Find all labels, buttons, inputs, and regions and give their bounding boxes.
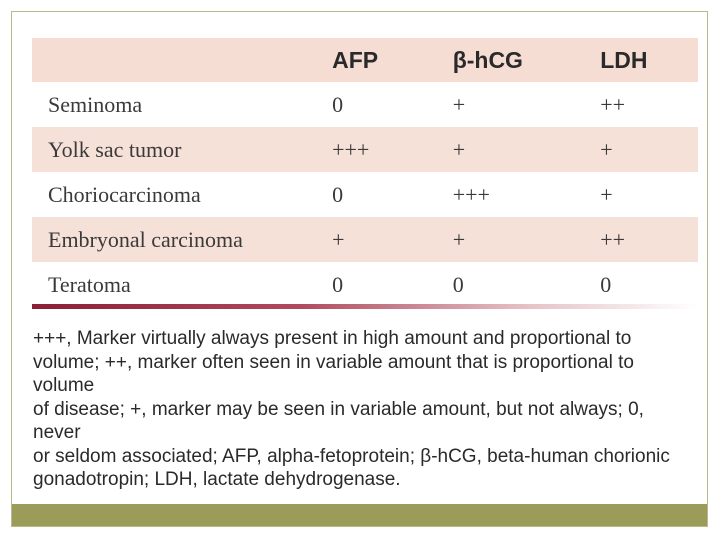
- ldh-value: +: [600, 181, 613, 207]
- table-row: [32, 217, 698, 262]
- ldh-value: ++: [600, 217, 698, 262]
- afp-value: 0: [332, 91, 344, 117]
- hcg-value: +: [453, 217, 601, 262]
- tumor-marker-table: [32, 38, 698, 307]
- table-divider: [32, 304, 698, 309]
- table-footnote: [33, 327, 693, 492]
- table-row: [32, 172, 698, 217]
- footnote-line: of disease; +, marker may be seen in variable amount, but not always; 0, never: [33, 398, 644, 443]
- footnote-line: gonadotropin; LDH, lactate dehydrogenase.: [33, 469, 401, 490]
- footnote-line: or seldom associated; AFP, alpha-fetoprotein; β-hCG, beta-human chorionic: [33, 445, 670, 467]
- afp-value: 0: [332, 271, 344, 297]
- header-beta-hcg: β-hCG: [453, 38, 601, 82]
- hcg-value: +: [452, 91, 466, 117]
- footnote-line: +++, Marker virtually always present in high amount and proportional to: [33, 328, 632, 349]
- tumor-name: Seminoma: [48, 91, 143, 117]
- afp-value: 0: [332, 181, 344, 207]
- table-row: [32, 262, 698, 307]
- ldh-value: +: [600, 127, 698, 172]
- afp-value: +++: [332, 127, 453, 172]
- ldh-value: 0: [600, 271, 612, 297]
- tumor-name: Embryonal carcinoma: [32, 217, 332, 262]
- tumor-name: Choriocarcinoma: [48, 181, 201, 207]
- table-row: [32, 82, 698, 127]
- header-afp: AFP: [332, 38, 453, 82]
- ldh-value: ++: [600, 91, 626, 117]
- afp-value: +: [332, 217, 453, 262]
- hcg-value: +: [453, 127, 601, 172]
- footnote-line: volume; ++, marker often seen in variable amount that is proportional to volume: [33, 351, 634, 396]
- hcg-value: 0: [452, 271, 464, 297]
- hcg-value: +++: [452, 181, 490, 207]
- footer-band: [12, 504, 707, 526]
- table-row: [32, 127, 698, 172]
- tumor-name: Teratoma: [48, 271, 131, 297]
- header-ldh: LDH: [600, 38, 698, 82]
- tumor-name: Yolk sac tumor: [32, 127, 332, 172]
- header-tumor: [32, 38, 332, 82]
- table-header-row: [32, 38, 698, 82]
